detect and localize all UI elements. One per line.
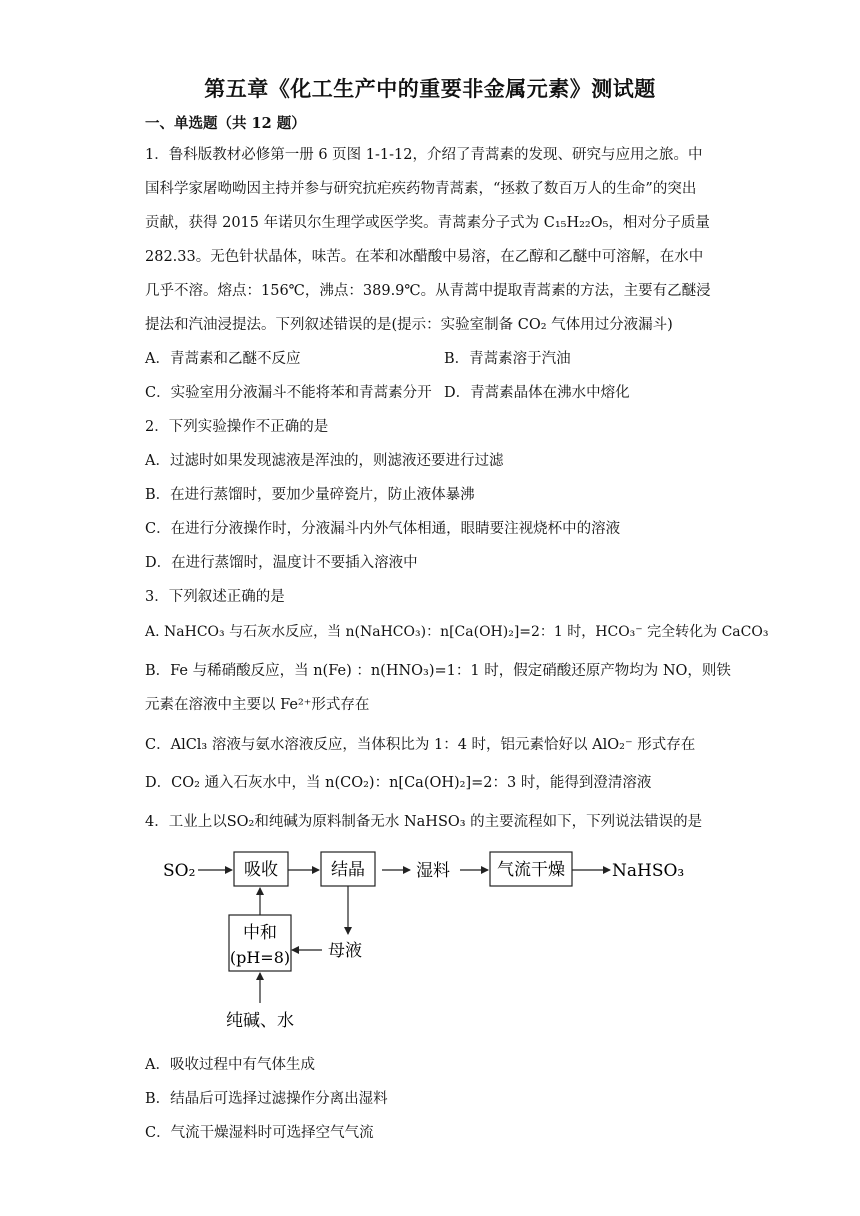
- q2-option-d: D．在进行蒸馏时，温度计不要插入溶液中: [145, 555, 418, 571]
- q1-line-4: 282.33。无色针状晶体，味苦。在苯和冰醋酸中易溶，在乙醇和乙醚中可溶解，在水中: [145, 249, 704, 265]
- label-so2: SO₂: [163, 861, 196, 881]
- label-crystal: 结晶: [331, 860, 365, 880]
- q3-option-c: C．AlCl₃ 溶液与氨水溶液反应，当体积比为 1：4 时，铝元素恰好以 AlO₂⁻ 形式存在: [145, 737, 696, 753]
- q2-stem: 2．下列实验操作不正确的是: [145, 419, 329, 435]
- q1-option-c: C．实验室用分液漏斗不能将苯和青蒿素分开: [145, 385, 432, 401]
- q4-option-c: C．气流干燥湿料时可选择空气气流: [145, 1125, 374, 1141]
- q1-option-d: D．青蒿素晶体在沸水中熔化: [444, 385, 630, 401]
- q3-stem: 3．下列叙述正确的是: [145, 589, 285, 605]
- page-title: 第五章《化工生产中的重要非金属元素》测试题: [204, 76, 656, 101]
- q2-option-b: B．在进行蒸馏时，要加少量碎瓷片，防止液体暴沸: [145, 487, 475, 503]
- q3-option-b-line-2: 元素在溶液中主要以 Fe²⁺形式存在: [145, 697, 370, 713]
- q1-line-3: 贡献，获得 2015 年诺贝尔生理学或医学奖。青蒿素分子式为 C₁₅H₂₂O₅，相对分子质量: [145, 215, 710, 231]
- q3-option-a: A. NaHCO₃ 与石灰水反应，当 n(NaHCO₃)：n[Ca(OH)₂]=2：1 时，HCO₃⁻ 完全转化为 CaCO₃: [145, 624, 769, 640]
- q1-line-1: 1．鲁科版教材必修第一册 6 页图 1-1-12，介绍了青蒿素的发现、研究与应用之旅。中: [145, 147, 703, 163]
- label-ph: (pH=8): [229, 948, 291, 967]
- q4-stem: 4．工业上以SO₂和纯碱为原料制备无水 NaHSO₃ 的主要流程如下，下列说法错误的是: [145, 814, 703, 830]
- q1-line-5: 几乎不溶。熔点：156℃，沸点：389.9℃。从青蒿中提取青蒿素的方法，主要有乙醚浸: [145, 283, 711, 299]
- q4-option-a: A．吸收过程中有气体生成: [145, 1057, 315, 1073]
- process-flow-diagram: [150, 840, 710, 1040]
- label-feed: 纯碱、水: [226, 1011, 294, 1031]
- label-airflow-dry: 气流干燥: [497, 860, 565, 880]
- q1-option-b: B．青蒿素溶于汽油: [444, 351, 571, 367]
- section-heading: 一、单选题（共 12 题）: [145, 115, 306, 132]
- q1-option-a: A．青蒿素和乙醚不反应: [145, 351, 301, 367]
- q1-line-6: 提法和汽油浸提法。下列叙述错误的是(提示：实验室制备 CO₂ 气体用过分液漏斗): [145, 317, 673, 333]
- label-neutralize: 中和: [243, 923, 277, 943]
- q2-option-c: C．在进行分液操作时，分液漏斗内外气体相通，眼睛要注视烧杯中的溶液: [145, 521, 621, 537]
- label-mother-liquor: 母液: [328, 941, 362, 961]
- q3-option-d: D．CO₂ 通入石灰水中，当 n(CO₂)：n[Ca(OH)₂]=2：3 时，能得到澄清溶液: [145, 775, 652, 791]
- q3-option-b-line-1: B．Fe 与稀硝酸反应，当 n(Fe) ：n(HNO₃)=1：1 时，假定硝酸还原产物均为 NO，则铁: [145, 663, 731, 679]
- q1-line-2: 国科学家屠呦呦因主持并参与研究抗疟疾药物青蒿素，“拯救了数百万人的生命”的突出: [145, 181, 697, 197]
- q2-option-a: A．过滤时如果发现滤液是浑浊的，则滤液还要进行过滤: [145, 453, 504, 469]
- label-wet-material: 湿料: [416, 861, 450, 881]
- label-absorb: 吸收: [244, 860, 278, 880]
- label-product: NaHSO₃: [612, 861, 685, 881]
- q4-option-b: B．结晶后可选择过滤操作分离出湿料: [145, 1091, 388, 1107]
